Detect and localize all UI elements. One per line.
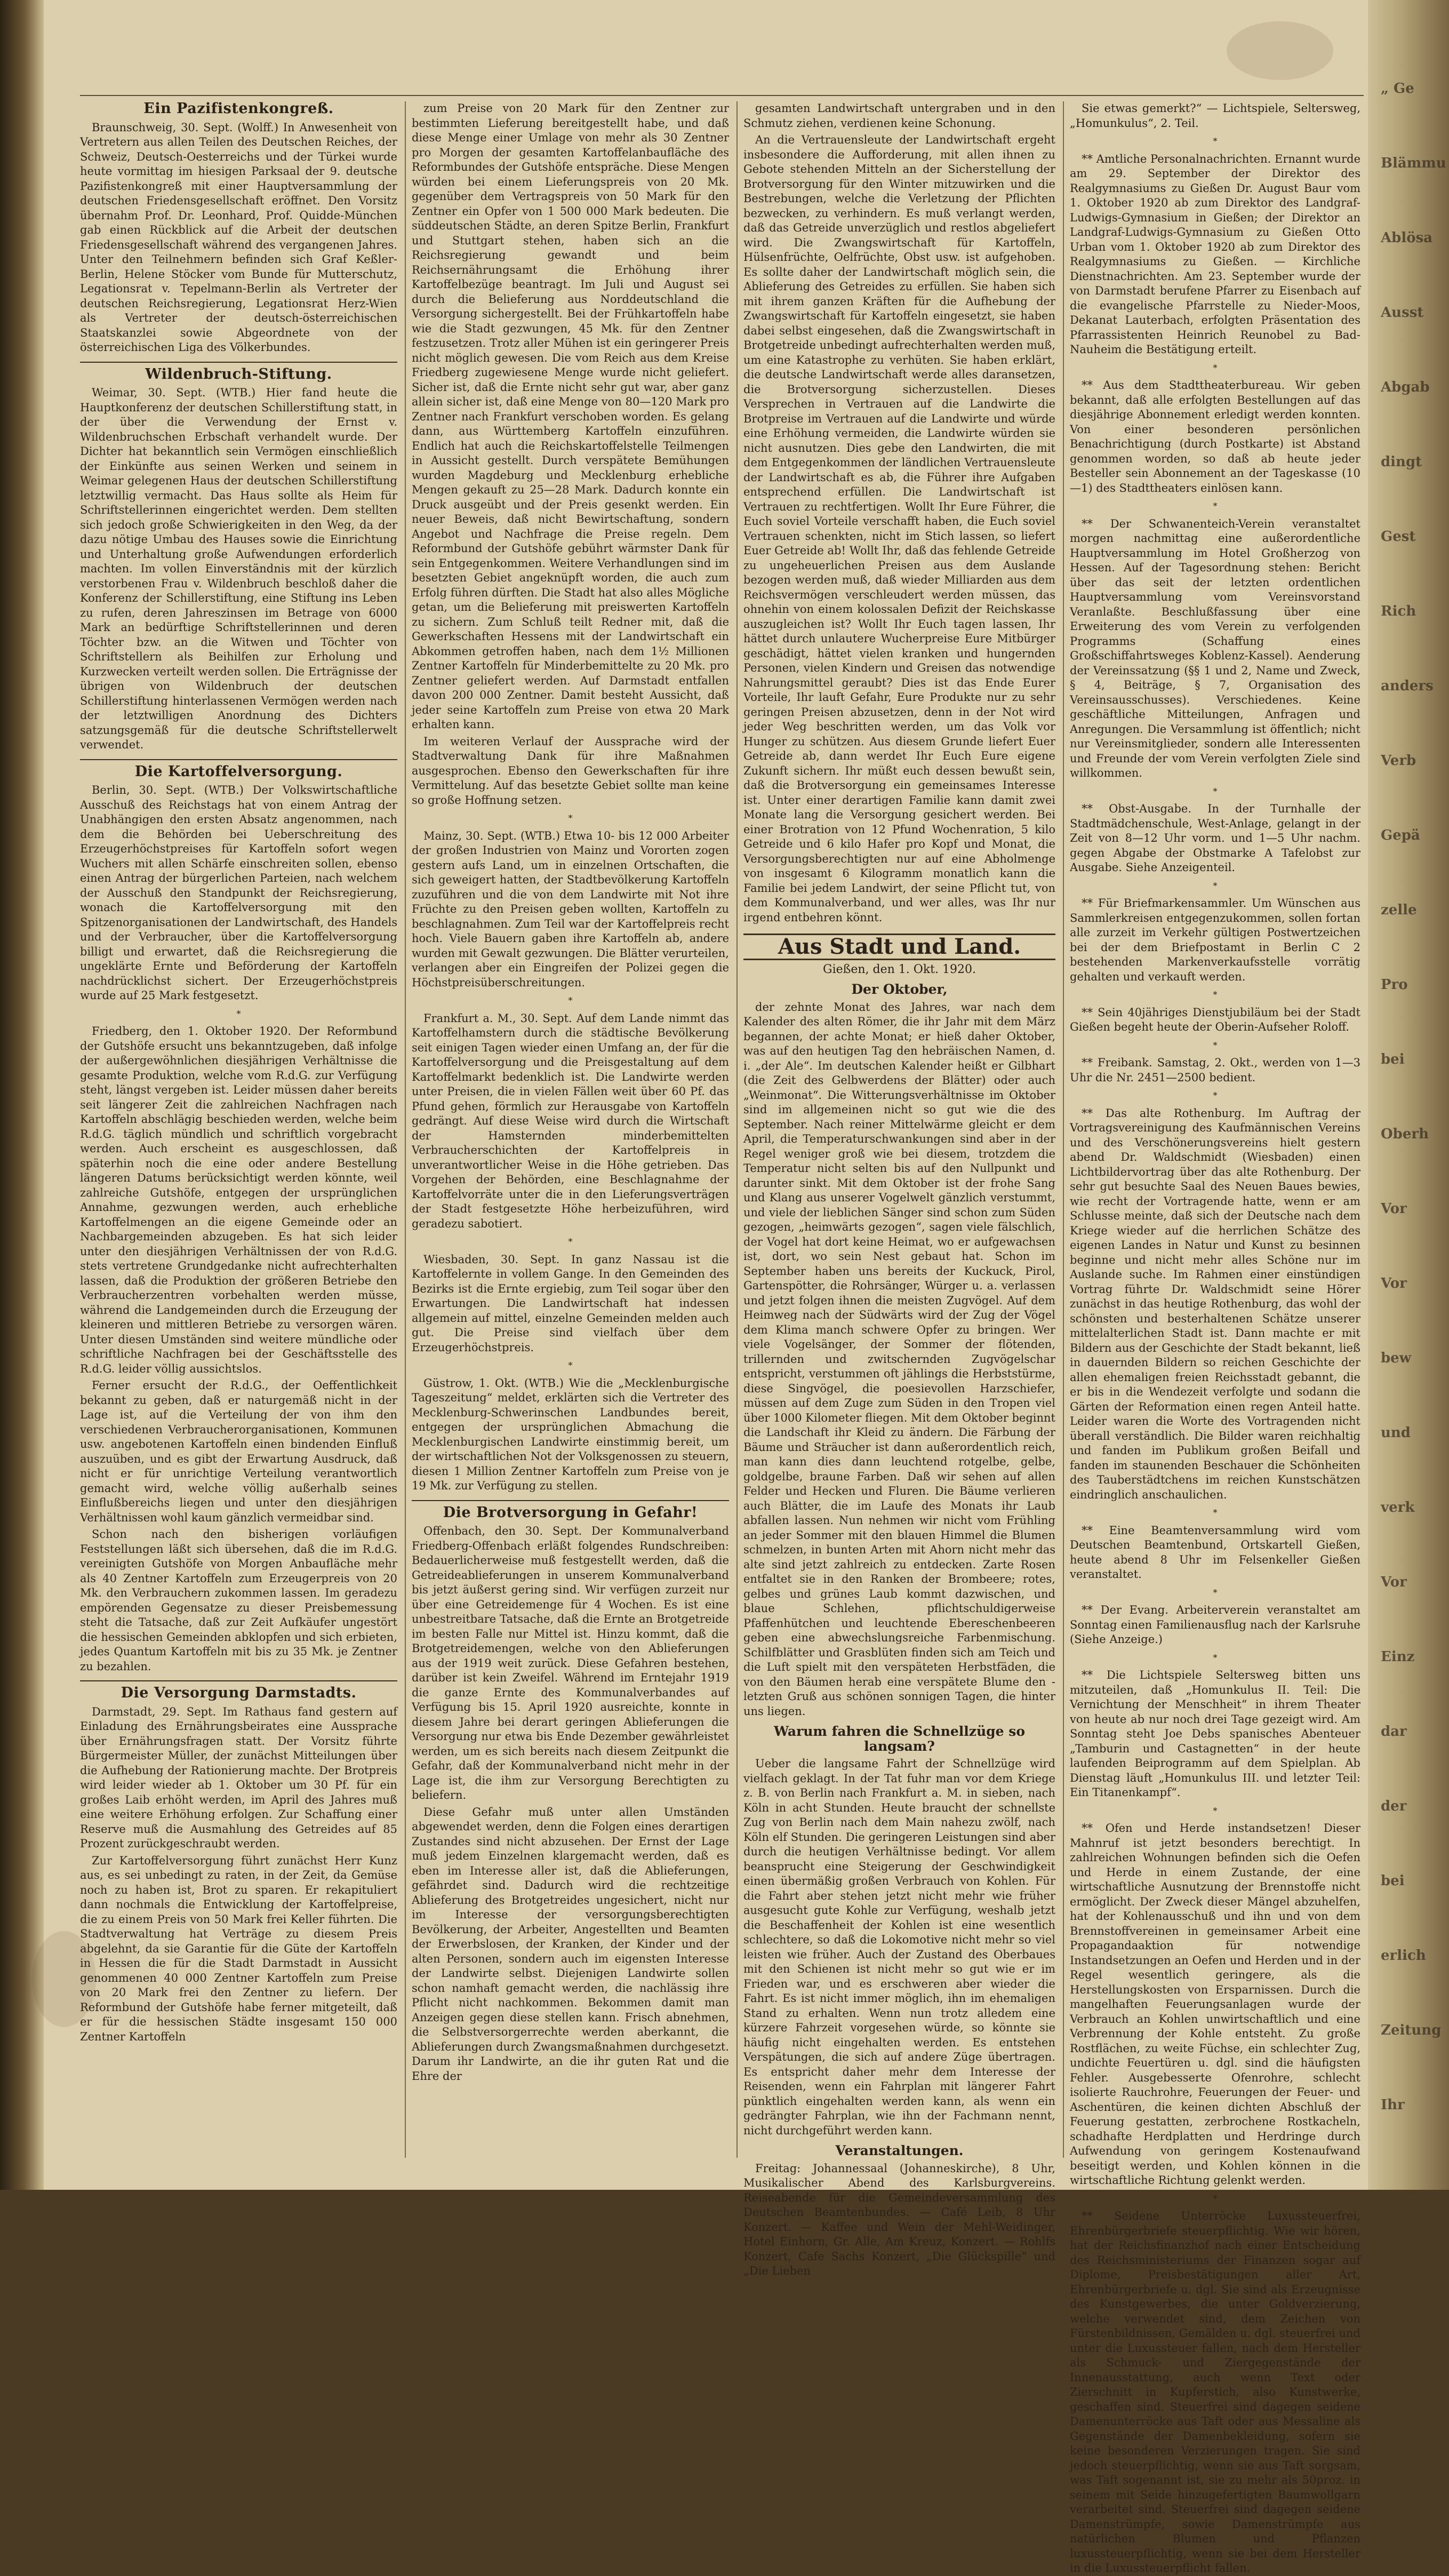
column-3 <box>743 101 1055 2277</box>
section-separator: * <box>1213 2193 1218 2204</box>
section-separator: * <box>1213 136 1218 146</box>
article-paragraph: Zur Kartoffelversorgung führt zunächst Herr Kunz aus, es sei unbedingt zu raten, in der Zeit, da Gemüse noch zu haben ist, Brot zu sparen. Er rekapituliert dann nochmals die Entwicklung der Kartoffelpreise, die zu einem Preis von 50 Mark frei Keller führten. Die Stadtverwaltung hat Verträge zu diesem Preis abgelehnt, da sie Garantie für die Güte der Kartoffeln in Hessen die für die Stadt Darmstadt in Aussicht genommenen 40 000 Zentner Kartoffeln zum Preise von 20 Mark frei den Zentner zu liefern. Der Reformbund der Gutshöfe habe ferner mitgeteilt, daß er für die hessischen Städte insgesamt 150 000 Zentner Kartoffeln <box>80 1854 397 2043</box>
header-rule <box>80 95 1364 96</box>
article-paragraph: der zehnte Monat des Jahres, war nach dem Kalender des alten Römer, die ihr Jahr mit dem März begannen, der achte Monat; er hieß daher Oktober, was auf den heutigen Tag den hebräischen Namen, d. i. „der Ale“. Im deutschen Kalender heißt er Gilbhart (die Zeit des Gelbwerdens der Blätter) oder auch „Weinmonat“. Die Witterungsverhältnisse im Oktober sind im allgemeinen nicht so gut wie die des September. Nach reiner Mittelwärme gleicht er dem April, die Temperaturschwankungen sind aber in der Regel weniger groß wie bei diesem, trotzdem die Temperatur nicht selten bis auf den Nullpunkt und darunter sinkt. Mit dem Oktober ist der frohe Sang und Klang aus unserer Vogelwelt gänzlich verstummt, und viele der lieblichen Sänger sind schon zum Süden gezogen, „heimwärts gezogen“, sagen viele fälschlich, der Vogel hat dort keine Heimat, wo er aufgewachsen ist, dort, wo sein Nest gebaut hat. Schon im September haben uns bereits der Kuckuck, Pirol, Gartenspötter, die Rohrsänger, Würger u. a. verlassen und jetzt folgen ihnen die meisten Zugvögel. Auf dem Heimweg nach der Südwärts wird der Zug der Vögel dem Klima manch schwere Opfer zu bringen. Wer viele Vogelsänger, der Sommer der flötenden, trillernden und zwitschernden Zugvögelschar entspricht, verstummen oft jählings die Herbststürme, diese Singvögel, die poesievollen Harzschiefer, müssen auf dem Zuge zum Süden in den Tropen viel über 1000 Kilometer fliegen. Mit dem Oktober beginnt die Landschaft ihr Kleid zu ändern. Die Färbung der Bäume und Sträucher ist dann außerordentlich reich, man kann dies dann leuchtend rotgelbe, gelbe, goldgelbe, braune Farben. Daß wir sehen auf allen Felder und Hecken und Fluren. Die Bäume verlieren auch Blätter, die im Laufe des Monats ihr Laub abfallen lassen. Nun nehmen wir nicht vom Frühling an jeder Sommer mit den blauen Himmel die Blumen schmelzen, in bunten Arten mit Ahorn nicht mehr das alte sind jetzt zahlreich zu entdecken. Zarte Rosen entfaltet sie in den Ranken der Brombeere; rotes, gelbes und grünes Laub kommt dazwischen, und blaue Schlehen, pflichtschuldigerweise Pfaffenhütchen und leuchtende Ebereschenbeeren geben eine abwechslungsreiche Farbenmischung. Schilfblätter und Grasblüten finden sich am Teich und die Luft spielt mit den verspäteten Herbstfäden, die von den Bäumen herab eine verspätete Blume den - letzten Gruß aus schönen sonnigen Tagen, die hinter uns liegen. <box>743 1000 1055 1718</box>
section-separator: * <box>1213 990 1218 1000</box>
cropped-neighbor-text: Verb <box>1381 753 1416 769</box>
article-paragraph: Weimar, 30. Sept. (WTB.) Hier fand heute die Hauptkonferenz der deutschen Schillerstiftung statt, in der über die Verwendung der Ernst v. Wildenbruchschen Erbschaft verhandelt wurde. Der Dichter hat bekanntlich sein Vermögen einschließlich der Einkünfte aus seinen Werken und seinem in Weimar gelegenen Haus der deutschen Schillerstiftung letztwillig vermacht. Das Haus sollte als Heim für Schriftstellerinnen eingerichtet werden. Dem stellten sich jedoch große Schwierigkeiten in den Weg, da der dazu nötige Umbau des Hauses sowie die Einrichtung und Unterhaltung große Aufwendungen erforderlich machten. Im vollen Einverständnis mit der kürzlich verstorbenen Frau v. Wildenbruch beschloß daher die Konferenz der Schillerstiftung, eine Stiftung ins Leben zu rufen, deren Jahreszinsen im Betrage von 6000 Mark an bedürftige Schriftstellerinnen und deren Töchter bzw. an die Witwen und Töchter von Schriftstellern als Beihilfen zur Erholung und Kurzwecken verteilt werden sollen. Die Erträgnisse der übrigen von Wildenbruch der deutschen Schillerstiftung hinterlassenen Vermögen werden nach der letztwilligen Anordnung des Dichters satzungsgemäß für die deutsche Schriftstellerwelt verwendet. <box>80 386 397 751</box>
cropped-neighbor-text: Blämmu <box>1381 155 1446 171</box>
cropped-neighbor-text: Pro <box>1381 977 1408 993</box>
cropped-neighbor-text: „ Ge <box>1381 81 1414 97</box>
section-separator: * <box>236 1008 241 1019</box>
article-headline: Die Versorgung Darmstadts. <box>80 1680 397 1701</box>
article-paragraph: ** Ofen und Herde instandsetzen! Dieser Mahnruf ist jetzt besonders berechtigt. In zahlreichen Wohnungen befinden sich die Oefen und Herde in einem Zustande, der eine wirtschaftliche Ausnutzung der Brennstoffe nicht ermöglicht. Der Zweck dieser Mängel abzuhelfen, hat der Kohlenausschuß und ihn und von dem Brennstoffvereinen in gemeinsamer Arbeit eine Propagandaaktion für notwendige Instandsetzungen an Oefen und Herden und in der Regel wesentlich geringere, als die Herstellungskosten von Ersparnissen. Durch die mangelhaften Feuerungsanlagen wurde der Verbrauch an Kohlen unwirtschaftlich und eine Verbrennung der Kohle entsteht. Zu große Rostflächen, zu weite Füchse, ein schlechter Zug, undichte Feuertüren u. dgl. sind die häufigsten Fehler. Ausgebesserte Ofenrohre, schlecht isolierte Rauchrohre, Feuerungen der Feuer- und Aschentüren, die keinen dichten Abschluß der Feuerung gestatten, zerbrochene Rostkacheln, schadhafte Herdplatten und Herdringe durch Aufwendung von geringem Kostenaufwand beseitigt werden, und Kohlen können in die wirtschaftliche Richtung gelenkt werden. <box>1070 1822 1360 2187</box>
article-paragraph: Offenbach, den 30. Sept. Der Kommunalverband Friedberg-Offenbach erläßt folgendes Rundschreiben: Bedauerlicherweise muß festgestellt werden, daß die Getreideablieferungen in unserem Kommunalverband bis jetzt äußerst gering sind. Wir verfügen zurzeit nur über eine Getreidemenge für 4 Wochen. Es ist eine unbestreitbare Tatsache, daß die Ernte an Brotgetreide im besten Falle nur Mittel ist. Hinzu kommt, daß die Brotgetreidemengen, welche von den Ablieferungen aus der 1919 weit zurück. Diese Gefahren bestehen, darüber ist kein Zweifel. Während im Erntejahr 1919 die ganze Ernte des Kommunalverbandes auf Verfügung bis 15. April 1920 ausreichte, konnte in diesem Jahre bei derart geringen Ablieferungen die Versorgung nur etwa bis Ende Dezember gewährleistet werden, um es sich bereits nach diesem Zeitpunkt die Gefahr, daß der Kommunalverband nicht mehr in der Lage ist, die ihm zur Versorgung Berechtigten zu beliefern. <box>412 1525 729 1801</box>
cropped-neighbor-text: und <box>1381 1425 1411 1441</box>
cropped-neighbor-text: bei <box>1381 1051 1405 1067</box>
article-headline: Veranstaltungen. <box>835 2143 964 2158</box>
column-divider <box>736 101 738 2158</box>
column-1 <box>80 101 397 2158</box>
column-divider <box>1063 101 1064 2158</box>
cropped-neighbor-text: Gest <box>1381 529 1416 545</box>
article-paragraph: ** Seidene Unterröcke Luxussteuerfrei, Ehrenbürgerbriefe steuerpflichtig. Wie wir hören, hat der Reichsfinanzhof nach einer Entscheidung des Reichsministeriums der Finanzen sogar auf Diplome, Preisbestätigungen aller Art, Ehrenbürgerbriefe u. dgl. Sie sind als Erzeugnisse des Kunstgewerbes, die unter Goldverzierung, welche verwendet sind, dem Zeichen von Fürstenbildnissen, Gemälden u. dgl. steuerfrei und unter die Luxussteuer fallen, nach dem Hersteller als Schmuck- und Ziergegenstände der Innenausstattung, auch wenn Text oder Zierschnitt in Kupferstich, also Kunstwerke, geschaffen sind. Steuerfrei sind dagegen seidene Damenunterröcke aus Taft oder aus Messaline als Gegenstände der Damenbekleidung, sofern sie keine besonderen Verzierungen tragen. Sie sind jedoch steuerpflichtig, wenn sie aus Taft sorgsam, was Taft sogenannt ist, sie zu mehr als 50proz. in seinem mit Seide hinzugefertigten Baumwollgarn verarbeitet sind. Steuerfrei sind dagegen seidene Damenstrümpfe, sowie Damenstrümpfe aus natürlichen Blumen und Pflanzen luxussteuerpflichtig, wenn sie bei dem Hersteller in die Luxussteuerpflicht fallen. <box>1070 2210 1360 2574</box>
article-paragraph: Braunschweig, 30. Sept. (Wolff.) In Anwesenheit von Vertretern aus allen Teilen des Deutschen Reiches, der Schweiz, Deutsch-Oesterreichs und der Türkei wurde heute vormittag im hiesigen Parksaal der 9. deutsche Pazifistenkongreß mit einer Hauptversammlung der deutschen Friedensgesellschaft eröffnet. Den Vorsitz übernahm Prof. Dr. Leonhard, Prof. Quidde-München gab einen Rückblick auf die Arbeit der deutschen Friedensgesellschaft während des vergangenen Jahres. Unter den Teilnehmern befinden sich Graf Keßler-Berlin, Helene Stöcker vom Bunde für Mutterschutz, Legationsrat v. Tepelmann-Berlin als Vertreter der deutschen Reichsregierung, Legationsrat Herz-Wien als Vertreter der deutsch-österreichischen Staatskanzlei sowie Abgeordnete von der österreichischen Liga des Völkerbundes. <box>80 121 397 354</box>
article-paragraph: ** Eine Beamtenversammlung wird vom Deutschen Beamtenbund, Ortskartell Gießen, heute abend 8 Uhr im Felsenkeller Gießen veranstaltet. <box>1070 1524 1360 1581</box>
article-paragraph: Wiesbaden, 30. Sept. In ganz Nassau ist die Kartoffelernte in vollem Gange. In den Gemeinden des Bezirks ist die Ernte ergiebig, zum Teil sogar über den Erwartungen. Die Landwirtschaft hat indessen allgemein auf mittel, einzelne Gemeinden melden auch gut. Die Preise sind vielfach über dem Erzeugerhöchstpreis. <box>412 1253 729 1354</box>
article-paragraph: Ferner ersucht der R.d.G., der Oeffentlichkeit bekannt zu geben, daß er naturgemäß nicht in der Lage ist, auf die Verteilung der von ihm den verschiedenen Verbraucherorganisationen, Kommunen usw. angebotenen Kartoffeln einen bindenden Einfluß auszuüben, und es gibt der Erwartung Ausdruck, daß nicht er für unrichtige Verteilung verantwortlich gemacht wird, welche völlig außerhalb seines Einflußbereichs liegen und unter den diesjährigen Verhältnissen wohl kaum gänzlich vermeidbar sind. <box>80 1379 397 1524</box>
article-paragraph: Im weiteren Verlauf der Aussprache wird der Stadtverwaltung Dank für ihre Maßnahmen ausgesprochen. Ebenso den Gewerkschaften für ihre Vermittelung. Auf das besetzte Gebiet sollte man keine so große Hoffnung setzen. <box>412 735 729 807</box>
section-separator: * <box>1213 1090 1218 1100</box>
article-paragraph: Ueber die langsame Fahrt der Schnellzüge wird vielfach geklagt. In der Tat fuhr man vor dem Kriege z. B. von Berlin nach Frankfurt a. M. in sieben, nach Köln in acht Stunden. Heute braucht der schnellste Zug von Berlin nach dem Main nahezu zwölf, nach Köln elf Stunden. Die geringeren Leistungen sind aber durch die heutigen Verhältnisse bedingt. Vor allem beansprucht eine Steigerung der Geschwindigkeit einen übermäßig großen Verbrauch von Kohlen. Für die Fahrt aber stehen jetzt nicht mehr wie früher ausgesucht gute Kohle zur Verfügung, weshalb jetzt die Beschaffenheit der Kohlen ist eine wesentlich schlechtere, so daß die Lokomotive nicht mehr so viel leisten wie früher. Auch der Zustand des Oberbaues mit den Schienen ist nicht mehr so gut wie er im Frieden war, und es erschweren aber wieder die Fahrt. Es ist nicht immer möglich, ihn im ehemaligen Stand zu erhalten. Wenn nun trotz alledem eine kürzere Fahrzeit vorgesehen würde, so könnte sie häufig nicht eingehalten werden. Es entstehen Verspätungen, die sich auf andere Züge übertragen. Es entspricht daher mehr dem Interesse der Reisenden, wenn ein Fahrplan mit längerer Fahrt pünktlich eingehalten werden kann, als wenn ein gedrängter Fahrplan, wie ihn der Fachmann nennt, nicht durchgeführt werden kann. <box>743 1757 1055 2137</box>
article-paragraph: Frankfurt a. M., 30. Sept. Auf dem Lande nimmt das Kartoffelhamstern durch die städtische Bevölkerung seit einigen Tagen wieder einen Umfang an, der für die Kartoffelversorgung und die Preisgestaltung auf dem Kartoffelmarkt bedenklich ist. Die Landwirte werden unter Preisen, die in vielen Fällen weit über 60 Pf. das Pfund gehen, förmlich zur Herausgabe von Kartoffeln gedrängt. Auf diese Weise wird durch die Wirtschaft der Hamsternden minderbemittelten Verbraucherschichten der Kartoffelpreis in unverantwortlicher Weise in die Höhe getrieben. Das Vorgehen der Behörden, eine Beschlagnahme der Kartoffelvorräte unter die in den Lieferungsverträgen der Stadt festgesetzte Höhe herbeizuführen, wird geradezu sabotiert. <box>412 1011 729 1230</box>
article-paragraph: Sie etwas gemerkt?“ — Lichtspiele, Seltersweg, „Homunkulus“, 2. Teil. <box>1070 102 1360 130</box>
section-banner-heading: Aus Stadt und Land. <box>743 934 1055 960</box>
article-paragraph: ** Obst-Ausgabe. In der Turnhalle der Stadtmädchenschule, West-Anlage, gelangt in der Zeit von 8—12 Uhr vorm. und 1—5 Uhr nachm. gegen Abgabe der Obstmarke A Tafelobst zur Ausgabe. Siehe Anzeigenteil. <box>1070 802 1360 874</box>
cropped-neighbor-text: dar <box>1381 1724 1407 1740</box>
cropped-neighbor-text: Rich <box>1381 603 1416 619</box>
article-headline: Der Oktober, <box>851 982 948 997</box>
article-paragraph: Darmstadt, 29. Sept. Im Rathaus fand gestern auf Einladung des Ernährungsbeirates eine Aussprache über Ernährungsfragen statt. Der Vorsitz führte Bürgermeister Müller, der zunächst Mitteilungen über die Aufhebung der Rationierung machte. Der Brotpreis wird leider wieder ab 1. Oktober um 30 Pf. für ein großes Laib erhöht werden, im April des Jahres muß eine weitere Erhöhung erfolgen. Zur Schaffung einer Reserve muß die Ausmahlung des Getreides auf 85 Prozent zurückgeschraubt werden. <box>80 1705 397 1850</box>
cropped-neighbor-text: Ausst <box>1381 305 1424 321</box>
column-4 <box>1070 101 1360 2574</box>
section-separator: * <box>1213 880 1218 891</box>
cropped-neighbor-text: bew <box>1381 1350 1412 1366</box>
section-separator: * <box>1213 1587 1218 1598</box>
article-headline: Die Brotversorgung in Gefahr! <box>412 1500 729 1520</box>
section-separator: * <box>568 1237 573 1247</box>
cropped-neighbor-text: Abgab <box>1381 379 1430 395</box>
section-separator: * <box>1213 362 1218 373</box>
article-paragraph: ** Das alte Rothenburg. Im Auftrag der Vortragsvereinigung des Kaufmännischen Vereins und des Verschönerungsvereins hielt gestern abend Dr. Waldschmidt (Wiesbaden) einen Lichtbildervortrag über das alte Rothenburg. Der sehr gut besuchte Saal des Neuen Baues bewies, wie recht der Vortragende hatte, wenn er am Schlusse meinte, daß sich der Deutsche nach dem Kriege wieder auf die herrlichen Schätze des eigenen Landes in Natur und Kunst zu besinnen beginne und nicht mehr alles Schöne nur im Auslande suche. Im Rahmen einer einstündigen Vortrag führte Dr. Waldschmidt seine Hörer zunächst in das heutige Rothenburg, das wohl der schönsten und besterhaltenen Schätze unserer mittelalterlichen Stadt ist. Dann machte er mit Bildern aus der Geschichte der Stadt bekannt, ließ in dauernden Bildern so reichen Geschichte der allen ehemaligen freien Reichsstadt gebannt, die er bis in die Wendezeit verfolgte und sodann die Gärten der Reformation einen regen Anteil hatte. Leider waren die Worte des Vortragenden nicht überall verständlich. Die Bilder waren reichhaltig und fanden im Publikum großen Beifall und fanden im staunenden Beschauer die Schönheiten des Tauberstädtchens im reichen Kunstschätzen eindringlich anschaulichen. <box>1070 1106 1360 1501</box>
cropped-neighbor-text: Vor <box>1381 1201 1407 1217</box>
article-headline: Ein Pazifistenkongreß. <box>143 100 334 117</box>
cropped-neighbor-text: Vor <box>1381 1574 1407 1590</box>
column-divider <box>405 101 406 2158</box>
article-paragraph: ** Der Schwanenteich-Verein veranstaltet morgen nachmittag eine außerordentliche Hauptversammlung im Hotel Großherzog von Hessen. Auf der Tagesordnung stehen: Bericht über das seit der letzten ordentlichen Hauptversammlung vom Vereinsvorstand Veranlaßte. Beschlußfassung über eine Erweiterung des vom Verein zu verfolgenden Programms (Schaffung eines Großschiffahrtsweges Koblenz-Kassel). Aenderung der Vereinssatzung (§§ 1 und 2, Name und Zweck, § 4, Beiträge, § 7, Organisation des Vereinsausschusses). Verschiedenes. Keine geschäftliche Mitteilungen, Anfragen und Anregungen. Die Versammlung ist öffentlich; nicht nur Vereinsmitglieder, sondern alle Interessenten und Freunde der vom Verein verfolgten Ziele sind willkommen. <box>1070 517 1360 779</box>
article-headline: Warum fahren die Schnellzüge so langsam? <box>773 1724 1026 1754</box>
paper-stain <box>1227 21 1333 80</box>
cropped-neighbor-text: Zeitung <box>1381 2022 1442 2038</box>
section-separator: * <box>568 813 573 823</box>
cropped-neighbor-text: zelle <box>1381 902 1417 918</box>
section-separator: * <box>568 995 573 1006</box>
article-paragraph: Diese Gefahr muß unter allen Umständen abgewendet werden, denn die Folgen eines derartigen Zustandes sind nicht abzusehen. Der Ernst der Lage muß jedem Einzelnen klargemacht werden, daß es eben im Interesse aller ist, daß die Ablieferungen, gefährdet sind. Dadurch wird die rechtzeitige Ablieferung des Brotgetreides ungesichert, nicht nur im Interesse der versorgungsberechtigten Bevölkerung, der Arbeiter, Angestellten und Beamten der Erwerbslosen, der Kranken, der Kinder und der alten Personen, sondern auch im eigensten Interesse der Landwirte selbst. Diejenigen Landwirte sollen schon namhaft gemacht werden, die nachlässig ihre Pflicht nicht nachkommen. Bekommen damit man Anzeigen gegen diese stellen kann. Frisch abnehmen, die Selbstversorgerrechte werden aberkannt, die Ablieferungen durch Zwangsmaßnahmen durchgesetzt. Darum ihr Landwirte, an die ihr guten Rat und die Ehre der <box>412 1805 729 2083</box>
cropped-neighbor-text: Einz <box>1381 1649 1415 1665</box>
column-2 <box>412 101 729 2158</box>
cropped-neighbor-text: dingt <box>1381 454 1422 470</box>
cropped-neighbor-text: Vor <box>1381 1275 1407 1291</box>
article-paragraph: Freitag: Johannessaal (Johanneskirche), 8 Uhr, Musikalischer Abend des Karlsburgvereins. Reiseabende für die Gemeindeversammlung des Deutschen Beamtenbundes. — Café Leib, 8 Uhr Konzert. — Kaffee und Wein der Mehl-Weidinger, Hotel Einhorn, Gr. Alle, Am Kreuz, Konzert. — Rohlfs Konzert, Cafe Sachs Konzert, „Die Glückspille“ und „Die Lieben <box>743 2162 1055 2277</box>
cropped-neighbor-text: Oberh <box>1381 1126 1429 1142</box>
section-separator: * <box>1213 1508 1218 1518</box>
cropped-neighbor-text: erlich <box>1381 1948 1426 1964</box>
article-paragraph: zum Preise von 20 Mark für den Zentner zur bestimmten Lieferung bereitgestellt habe, und daß diese Menge einer Umlage von mehr als 30 Zentner pro Morgen der gesamten Kartoffelanbaufläche des Reformbundes der Gutshöfe entspräche. Diese Mengen würden bei einem Lieferungspreis von 20 Mk. gegenüber dem Vertragspreis von 50 Mark für den Zentner ein Opfer von 1 500 000 Mark bedeuten. Die süddeutschen Städte, an deren Spitze Berlin, Frankfurt und Stuttgart stehen, haben sich an die Reichsregierung gewandt und beim Reichsernährungsamt die Erhöhung ihrer Kartoffelbezüge beantragt. Im Juli und August sei durch die Belieferung aus Norddeutschland die Versorgung sichergestellt. Bei der Frühkartoffeln habe wie die Stadt gezwungen, 45 Mk. für den Zentner festzusetzen. Trotz aller Mühen ist ein geringerer Preis nicht möglich gewesen. Die vom Reich aus dem Kreise Friedberg zugewiesene Menge wurde nicht geliefert. Sicher ist, daß die Ernte nicht sehr gut war, aber ganz allein sicher ist, daß eine Menge von 80—120 Mark pro Zentner nach Frankfurt verschoben worden. Es gelang dann, aus Württemberg Kartoffeln einzuführen. Endlich hat auch die Reichskartoffelstelle Teilmengen in Aussicht gestellt. Durch verspätete Bemühungen wurden Magdeburg und Mecklenburg erhebliche Mengen gekauft zu 25—28 Mark. Dadurch konnte ein Druck ausgeübt und der Preis gesenkt werden. Ein neuer Beweis, daß nicht Bewirtschaftung, sondern Angebot und Nachfrage die Preise regeln. Dem Reformbund der Gutshöfe gebührt wärmster Dank für sein Entgegenkommen. Weitere Verhandlungen sind im besetzten Gebiet angeknüpft worden, die auch zum Erfolg führen dürften. Die Stadt hat also alles Mögliche getan, um die Belieferung mit preiswerten Kartoffeln zu sichern. Zum Schluß teilt Redner mit, daß die Gewerkschaften Hessens mit der Landwirtschaft ein Abkommen getroffen haben, nach dem 1½ Millionen Zentner Kartoffeln für Minderbemittelte zu 20 Mk. pro Zentner geliefert werden. Auf Darmstadt entfallen davon 200 000 Zentner. Damit besteht Aussicht, daß jeder seine Kartoffeln zum Preise von etwa 20 Mark erhalten kann. <box>412 102 729 731</box>
article-paragraph: ** Die Lichtspiele Seltersweg bitten uns mitzuteilen, daß „Homunkulus II. Teil: Die Vernichtung der Menschheit“ in ihrem Theater von heute ab nur noch drei Tage gezeigt wird. Am Sonntag steht Joe Debs spanisches Abenteuer „Tamburin und Castagnetten“ in der heute laufenden Beiprogramm auf dem Spielplan. Ab Dienstag läuft „Homunkulus III. und letzter Teil: Ein Titanenkampf“. <box>1070 1669 1360 1799</box>
article-paragraph: Berlin, 30. Sept. (WTB.) Der Volkswirtschaftliche Ausschuß des Reichstags hat von einem Antrag der Unabhängigen den ersten Absatz angenommen, nach dem die Behörden bei Ueberschreitung des Erzeugerhöchstpreises für Kartoffeln sofort wegen Wuchers mit allen Schärfe einschreiten sollen, ebenso einen Antrag der bürgerlichen Parteien, nach welchem der Ausschuß den Standpunkt der Reichsregierung, wonach die Kartoffelversorgung mit den Spitzenorganisationen der Landwirtschaft, des Handels und der Verbraucher, über die Kartoffelversorgung billigt und erwartet, daß die Reichsregierung die ungeklärte Ernte und Beförderung der Kartoffeln nachdrücklichst sichert. Der Erzeugerhöchstpreis wurde auf 25 Mark festgesetzt. <box>80 784 397 1002</box>
article-paragraph: ** Für Briefmarkensammler. Um Wünschen aus Sammlerkreisen entgegenzukommen, sollen fortan alle zurzeit im Verkehr gültigen Postwertzeichen bei der dem Briefpostamt in Berlin C 2 bestehenden Markenverkaufsstelle vorrätig gehalten und verkauft werden. <box>1070 897 1360 983</box>
article-paragraph: ** Freibank. Samstag, 2. Okt., werden von 1—3 Uhr die Nr. 2451—2500 bedient. <box>1070 1056 1360 1084</box>
binding-edge-right <box>1368 0 1449 2190</box>
section-separator: * <box>1213 1805 1218 1816</box>
section-separator: * <box>1213 501 1218 511</box>
article-paragraph: gesamten Landwirtschaft untergraben und in den Schmutz ziehen, verdienen keine Schonung. <box>743 102 1055 130</box>
section-separator: * <box>1213 786 1218 796</box>
article-headline: Wildenbruch-Stiftung. <box>80 362 397 382</box>
article-paragraph: ** Amtliche Personalnachrichten. Ernannt wurde am 29. September der Direktor des Realgymnasiums zu Gießen Dr. August Baur vom 1. Oktober 1920 ab zum Direktor des Landgraf-Ludwigs-Gymnasium in Gießen; der Direktor an Landgraf-Ludwigs-Gymnasium zu Gießen Otto Urban vom 1. Oktober 1920 ab zum Direktor des Realgymnasiums zu Gießen. — Kirchliche Dienstnachrichten. Am 23. September wurde der von Darmstadt berufene Pfarrer zu Eisenbach auf die evangelische Pfarrstelle zu Nieder-Moos, Dekanat Lauterbach, erfolgten Präsentation des Pfarrassistenten Heinrich Reunobel zu Bad-Nauheim die Bestätigung erteilt. <box>1070 152 1360 356</box>
article-paragraph: Mainz, 30. Sept. (WTB.) Etwa 10- bis 12 000 Arbeiter der großen Industrien von Mainz und Vororten zogen gestern aufs Land, um in einzelnen Ortschaften, die sich geweigert hatten, der Stadtbevölkerung Kartoffeln zuzuführen und die von dem Landwirte mit Not ihre Früchte zu den Preisen geben wollten, Kartoffeln zu beschlagnahmen. Zum Teil war der Kartoffelpreis recht hoch. Viele Bauern gaben ihre Kartoffeln ab, andere wurden mit Gewalt gezwungen. Die Blätter verurteilen, verlangen aber ein Eingreifen der Polizei gegen die Höchstpreisüberschreitungen. <box>412 829 729 989</box>
section-separator: * <box>568 1360 573 1370</box>
cropped-neighbor-text: Ablösa <box>1381 230 1433 246</box>
section-separator: * <box>1213 1040 1218 1050</box>
binding-edge-left <box>0 0 44 2190</box>
cropped-neighbor-text: verk <box>1381 1500 1415 1516</box>
article-paragraph: ** Sein 40jähriges Dienstjubiläum bei der Stadt Gießen begeht heute der Oberin-Aufseher Roloff. <box>1070 1006 1360 1033</box>
cropped-neighbor-text: anders <box>1381 678 1434 694</box>
article-paragraph: Schon nach den bisherigen vorläufigen Feststellungen läßt sich übersehen, daß die im R.d.G. vereinigten Gutshöfe von Morgen Anbaufläche mehr als 40 Zentner Kartoffeln zum Erzeugerpreis von 20 Mk. den Verbrauchern zukommen lassen. Im geradezu empörenden Gegensatze zu dieser Preisbemessung steht die Tatsache, daß zur Zeit Aufkäufer ungestört die hessischen Gemeinden abklopfen und sich erbieten, jedes Quantum Kartoffeln mit bis zu 35 Mk. je Zentner zu bezahlen. <box>80 1528 397 1673</box>
cropped-neighbor-text: Gepä <box>1381 827 1420 843</box>
article-paragraph: Güstrow, 1. Okt. (WTB.) Wie die „Mecklenburgische Tageszeitung“ meldet, erklärten sich die Vertreter des Mecklenburg-Schwerinschen Landbundes bereit, entgegen der ursprünglichen Abmachung die Mecklenburgischen Landwirte einstimmig bereit, um der wirtschaftlichen Not der Volksgenossen zu steuern, diesen 1 Million Zentner Kartoffeln zum Preise von je 19 Mk. zur Verfügung zu stellen. <box>412 1376 729 1492</box>
cropped-neighbor-text: der <box>1381 1798 1407 1814</box>
article-paragraph: An die Vertrauensleute der Landwirtschaft ergeht insbesondere die Aufforderung, mit allen ihnen zu Gebote stehenden Mitteln an der Sicherstellung der Brotversorgung für den Winter mitzuwirken und die Bestrebungen, welche die Verletzung der Pflichten bezwecken, zu verhindern. Es muß verlangt werden, daß das Getreide unverzüglich und restlos abgeliefert wird. Die Zwangswirtschaft für Kartoffeln, Hülsenfrüchte, Oelfrüchte, Obst usw. ist aufgehoben. Es sollte daher der Landwirtschaft möglich sein, die Ablieferung des Getreides zu erfüllen. Sie haben sich mit ihrem ganzen Kräften für die Aufhebung der Zwangswirtschaft für Kartoffeln eingesetzt, sie haben dabei selbst eingesehen, daß die Zwangswirtschaft in Brotgetreide unbedingt aufrechterhalten werden muß, um eine Katastrophe zu verhüten. Sie haben erklärt, die deutsche Landwirtschaft werde alles daransetzen, die Brotversorgung sicherzustellen. Dieses Versprechen in Vertrauen auf die Landwirte die Brotpreise im Vertrauen auf die Landwirte und würde eine Erhöhung vermeiden, die Landwirte würden sie nicht ausnutzen. Dies gebe den Landwirten, die mit dem Entgegenkommen der ländlichen Vertrauensleute der Landwirtschaft es ab, die Führer ihre Aufgaben entsprechend erfüllen. Die Landwirtschaft ist Vertrauen zu rechtfertigen. Wollt Ihr Eure Führer, die Euch soviel Vorteile verschafft haben, die Euch soviel Vertrauen schenkten, nicht im Stich lassen, so liefert Euer Getreide ab! Wollt Ihr, daß das fehlende Getreide zu ungeheuerlichen Preisen aus dem Auslande bezogen werden muß, daß wieder Milliarden aus dem Reichsvermögen verschleudert werden müssen, das ohnehin von einem kolossalen Defizit der Reichskasse auszugleichen ist? Wollt Ihr Euch tagen lassen, Ihr hättet durch unlautere Wucherpreise Eure Mitbürger geschädigt, hättet vielen kranken und hungernden Personen, vielen Kindern und Greisen das notwendige Nahrungsmittel geraubt? Dies ist das Ende Eurer Vorteile, Ihr lauft Gefahr, Eure Produkte nur zu sehr geringen Preisen abzusetzen, denn in der Not wird jeder Weg beschritten werden, um das Volk vor Hunger zu schützen. Aus diesem Grunde liefert Euer Getreide ab, dann werdet Ihr Euch Eure eigene Zukunft sichern. Ihr müßt euch dessen bewußt sein, daß die Brotversorgung ein gemeinsames Interesse ist. Unter einer derartigen Familie kann damit zwei Monate lang die Versorgung gesichert werden. Bei einer Brotration von 12 Pfund Wochenration, 5 kilo Getreide und 6 kilo Hafer pro Kopf und Monat, die Versorgungsberechtigten nur auf eine Abholmenge von insgesamt 6 Kilogramm monatlich kann die Familie bei jedem Landwirt, der seine Pflicht tut, von dem Kommunalverband, und wer alles, was Ihr nur irgend entbehren könnt. <box>743 133 1055 924</box>
section-separator: * <box>1213 1652 1218 1663</box>
article-paragraph: ** Der Evang. Arbeiterverein veranstaltet am Sonntag einen Familienausflug nach der Karlsruhe (Siehe Anzeige.) <box>1070 1604 1360 1646</box>
article-paragraph: ** Aus dem Stadttheaterbureau. Wir geben bekannt, daß alle erfolgten Bestellungen auf das diesjährige Abonnement erledigt werden konnten. Von einer besonderen persönlichen Benachrichtigung (durch Postkarte) ist Abstand genommen worden, so daß ab heute jeder Besteller sein Abonnement an der Tageskasse (10—1) des Stadttheaters einlösen kann. <box>1070 379 1360 495</box>
cropped-neighbor-text: Ihr <box>1381 2097 1405 2113</box>
article-headline: Die Kartoffelversorgung. <box>80 759 397 779</box>
article-paragraph: Friedberg, den 1. Oktober 1920. Der Reformbund der Gutshöfe ersucht uns bekanntzugeben, daß infolge der außergewöhnlichen diesjährigen Verhältnisse die gesamte Produktion, welche vom R.d.G. zur Verfügung steht, längst vergeben ist. Leider müssen daher bereits seit längerer Zeit die zahlreichen Nachfragen nach Kartoffeln abschlägig beschieden werden, welche beim R.d.G. täglich mündlich und schriftlich vorgebracht werden. Auch erscheint es ausgeschlossen, daß späterhin noch die eine oder andere Bestellung längeren Datums berücksichtigt werden könnte, weil zahlreiche Gutshöfe, entgegen der ursprünglichen Annahme, gezwungen werden, auch erhebliche Kartoffelmengen an die eigene Gemeinde oder an Nachbargemeinden abzugeben. Es hat sich leider unter den diesjährigen Verhältnissen der von R.d.G. stets vertretene Grundgedanke nicht aufrechterhalten lassen, daß die Produktion der größeren Betriebe den Verbraucherzentren vorbehalten werden müsse, während die Landgemeinden durch die Erzeugung der kleineren und mittleren Betriebe zu versorgen wären. Unter diesen Umständen sind weitere mündliche oder schriftliche Nachfragen bei der Geschäftsstelle des R.d.G. leider völlig aussichtslos. <box>80 1025 397 1375</box>
dateline: Gießen, den 1. Okt. 1920. <box>823 962 976 976</box>
cropped-neighbor-text: bei <box>1381 1873 1405 1889</box>
